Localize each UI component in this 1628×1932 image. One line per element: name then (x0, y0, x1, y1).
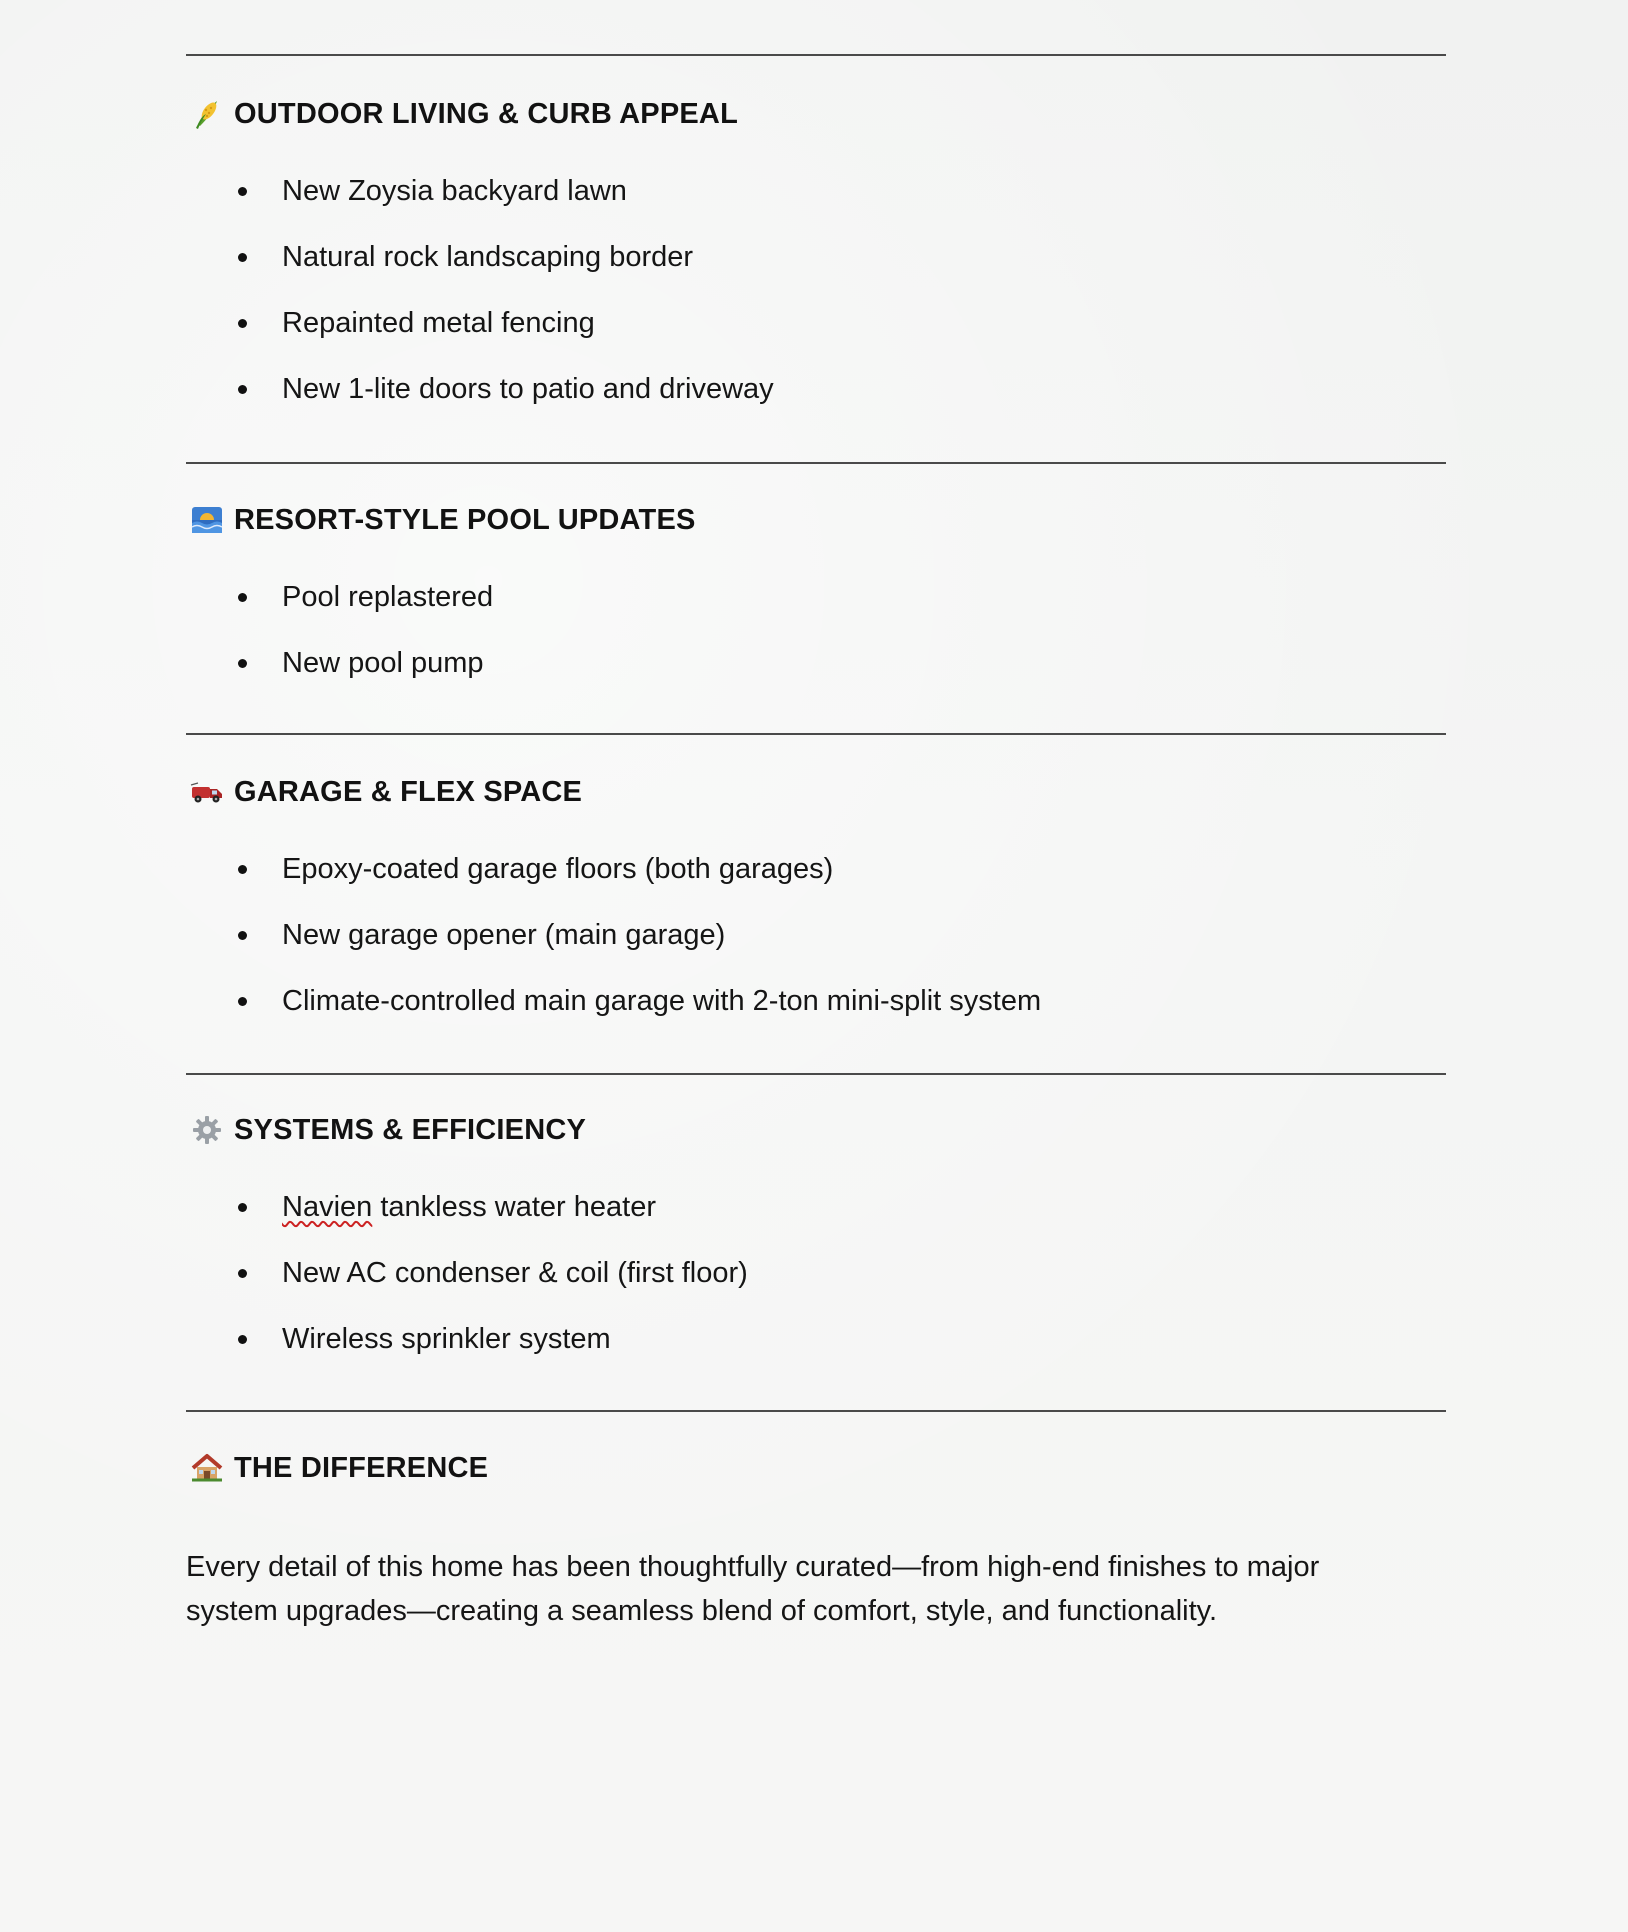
section-title: THE DIFFERENCE (234, 1451, 489, 1484)
bullet (238, 997, 247, 1006)
list-item (186, 968, 1446, 1034)
section-divider (186, 462, 1446, 464)
section-divider (186, 1410, 1446, 1412)
item-text: New Zoysia backyard lawn (282, 174, 627, 207)
item-text: Epoxy-coated garage floors (both garages) (282, 852, 834, 885)
list-item (186, 836, 1446, 902)
list-item (186, 902, 1446, 968)
bullet (238, 593, 247, 602)
item-list (186, 1174, 1446, 1372)
list-item (186, 564, 1446, 630)
section-heading (186, 770, 1446, 814)
section-title: RESORT-STYLE POOL UPDATES (234, 503, 696, 536)
corn-icon (190, 97, 224, 131)
pool-sunrise-icon (190, 503, 224, 537)
section-heading (186, 1108, 1446, 1152)
section-the-difference (186, 1446, 1446, 1490)
item-text: Climate-controlled main garage with 2-ton mini-split system (282, 984, 1042, 1017)
bullet (238, 931, 247, 940)
list-item (186, 356, 1446, 422)
bullet (238, 1335, 247, 1344)
list-item (186, 1306, 1446, 1372)
item-list (186, 564, 1446, 696)
section-heading (186, 498, 1446, 542)
house-icon (190, 1451, 224, 1485)
item-list (186, 836, 1446, 1034)
bullet (238, 253, 247, 262)
list-item (186, 158, 1446, 224)
item-text: Repainted metal fencing (282, 306, 595, 339)
item-list (186, 158, 1446, 422)
item-text: New 1-lite doors to patio and driveway (282, 372, 774, 405)
list-item (186, 290, 1446, 356)
section-systems-efficiency (186, 1108, 1446, 1372)
bullet (238, 1269, 247, 1278)
item-text: New garage opener (main garage) (282, 918, 726, 951)
item-text (282, 1191, 656, 1224)
bullet (238, 1203, 247, 1212)
section-outdoor-living (186, 92, 1446, 422)
bullet (238, 659, 247, 668)
item-text: New AC condenser & coil (first floor) (282, 1256, 748, 1289)
bullet (238, 319, 247, 328)
section-title: GARAGE & FLEX SPACE (234, 775, 583, 808)
list-item (186, 1240, 1446, 1306)
section-title: SYSTEMS & EFFICIENCY (234, 1113, 587, 1146)
spellcheck-word: Navien (282, 1190, 373, 1223)
item-text-rest: tankless water heater (380, 1190, 656, 1223)
section-title: OUTDOOR LIVING & CURB APPEAL (234, 97, 738, 130)
section-divider (186, 1073, 1446, 1075)
item-text: Natural rock landscaping border (282, 240, 694, 273)
list-item (186, 630, 1446, 696)
item-text: New pool pump (282, 646, 484, 679)
section-pool-updates (186, 498, 1446, 696)
section-divider (186, 54, 1446, 56)
closing-paragraph: Every detail of this home has been thoughtfully curated—from high-end finishes to major system upgrades—creating a seamless blend of comfort, style, and functionality. (186, 1551, 1320, 1627)
item-text: Wireless sprinkler system (282, 1322, 611, 1355)
section-divider (186, 733, 1446, 735)
gear-icon (190, 1113, 224, 1147)
item-text: Pool replastered (282, 580, 494, 613)
truck-icon (190, 775, 224, 809)
list-item (186, 224, 1446, 290)
bullet (238, 865, 247, 874)
list-item (186, 1174, 1446, 1240)
section-heading (186, 92, 1446, 136)
bullet (238, 385, 247, 394)
section-garage-flex (186, 770, 1446, 1034)
section-heading (186, 1446, 1446, 1490)
bullet (238, 187, 247, 196)
